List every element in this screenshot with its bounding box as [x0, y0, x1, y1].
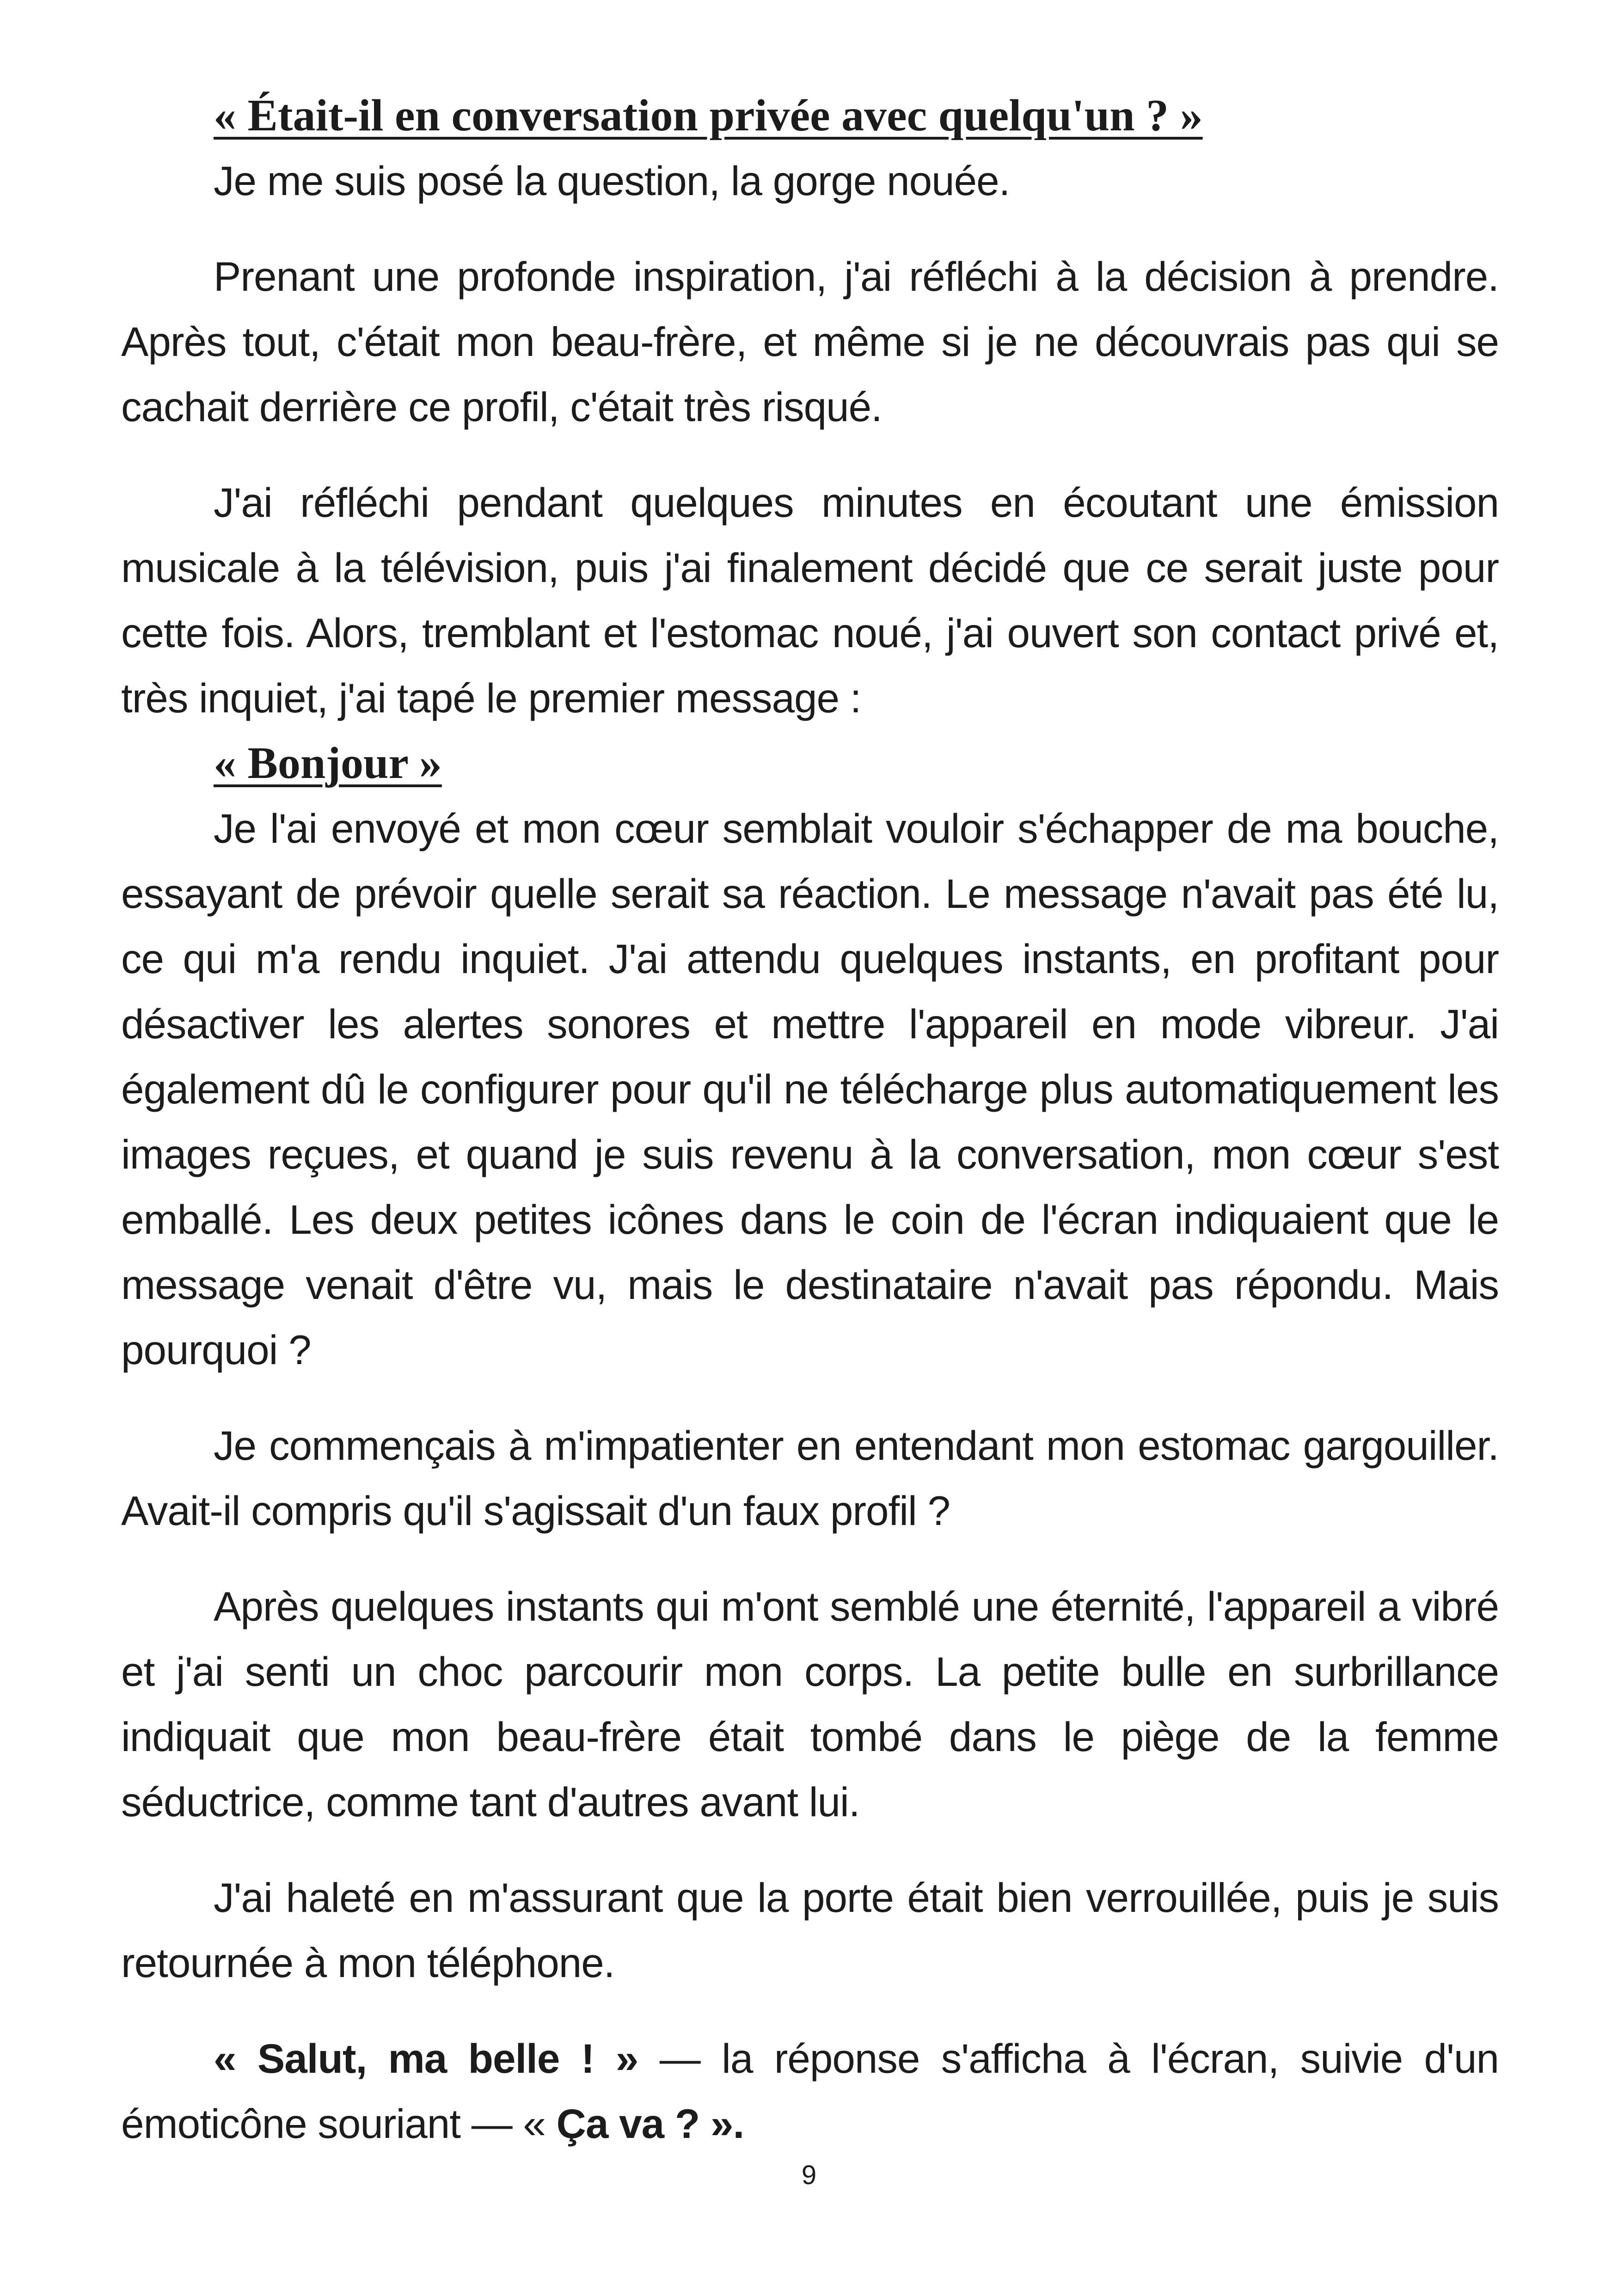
paragraph-5: Je commençais à m'impatienter en entendant mon estomac gargouiller. Avait-il compris qu'il s'agissait d'un faux profil ? — [121, 1422, 1499, 1534]
reply-narration: — la réponse s'afficha à l'écran, suivie d'un émoticône souriant — « — [121, 2035, 1499, 2147]
page-body — [121, 83, 1499, 2156]
paragraph-3: J'ai réfléchi pendant quelques minutes en écoutant une émission musicale à la télévision, puis j'ai finalement décidé que ce serait juste pour cette fois. Alors, tremblant et l'estomac noué, j'ai ouvert son contact privé et, très inquiet, j'ai tapé le premier message : — [121, 479, 1499, 721]
paragraph-2: Prenant une profonde inspiration, j'ai réfléchi à la décision à prendre. Après tout, c'était mon beau-frère, et même si je ne découvrais pas qui se cachait derrière ce profil, c'était très risqué. — [121, 253, 1499, 430]
paragraph-4: Je l'ai envoyé et mon cœur semblait vouloir s'échapper de ma bouche, essayant de prévoir quelle serait sa réaction. Le message n'avait pas été lu, ce qui m'a rendu inquiet. J'ai attendu quelques instants, en profitant pour désactiver les alertes sonores et mettre l'appareil en mode vibreur. J'ai également dû le configurer pour qu'il ne télécharge plus automatiquement les images reçues, et quand je suis revenu à la conversation, mon cœur s'est emballé. Les deux petites icônes dans le coin de l'écran indiquaient que le message venait d'être vu, mais le destinataire n'avait pas répondu. Mais pourquoi ? — [121, 805, 1499, 1373]
heading-question: « Était-il en conversation privée avec quelqu'un ? » — [214, 91, 1203, 141]
reply-question: Ça va ? ». — [556, 2100, 744, 2147]
page-number: 9 — [801, 2160, 817, 2190]
paragraph-1: Je me suis posé la question, la gorge nouée. — [214, 158, 1010, 204]
paragraph-8 — [121, 2026, 1499, 2156]
heading-bonjour: « Bonjour » — [214, 738, 442, 788]
paragraph-7: J'ai haleté en m'assurant que la porte était bien verrouillée, puis je suis retournée à mon téléphone. — [121, 1874, 1499, 1986]
reply-greeting: « Salut, ma belle ! » — [214, 2035, 638, 2082]
paragraph-6: Après quelques instants qui m'ont semblé une éternité, l'appareil a vibré et j'ai senti un choc parcourir mon corps. La petite bulle en surbrillance indiquait que mon beau-frère était tombé dans le piège de la femme séductrice, comme tant d'autres avant lui. — [121, 1583, 1499, 1825]
